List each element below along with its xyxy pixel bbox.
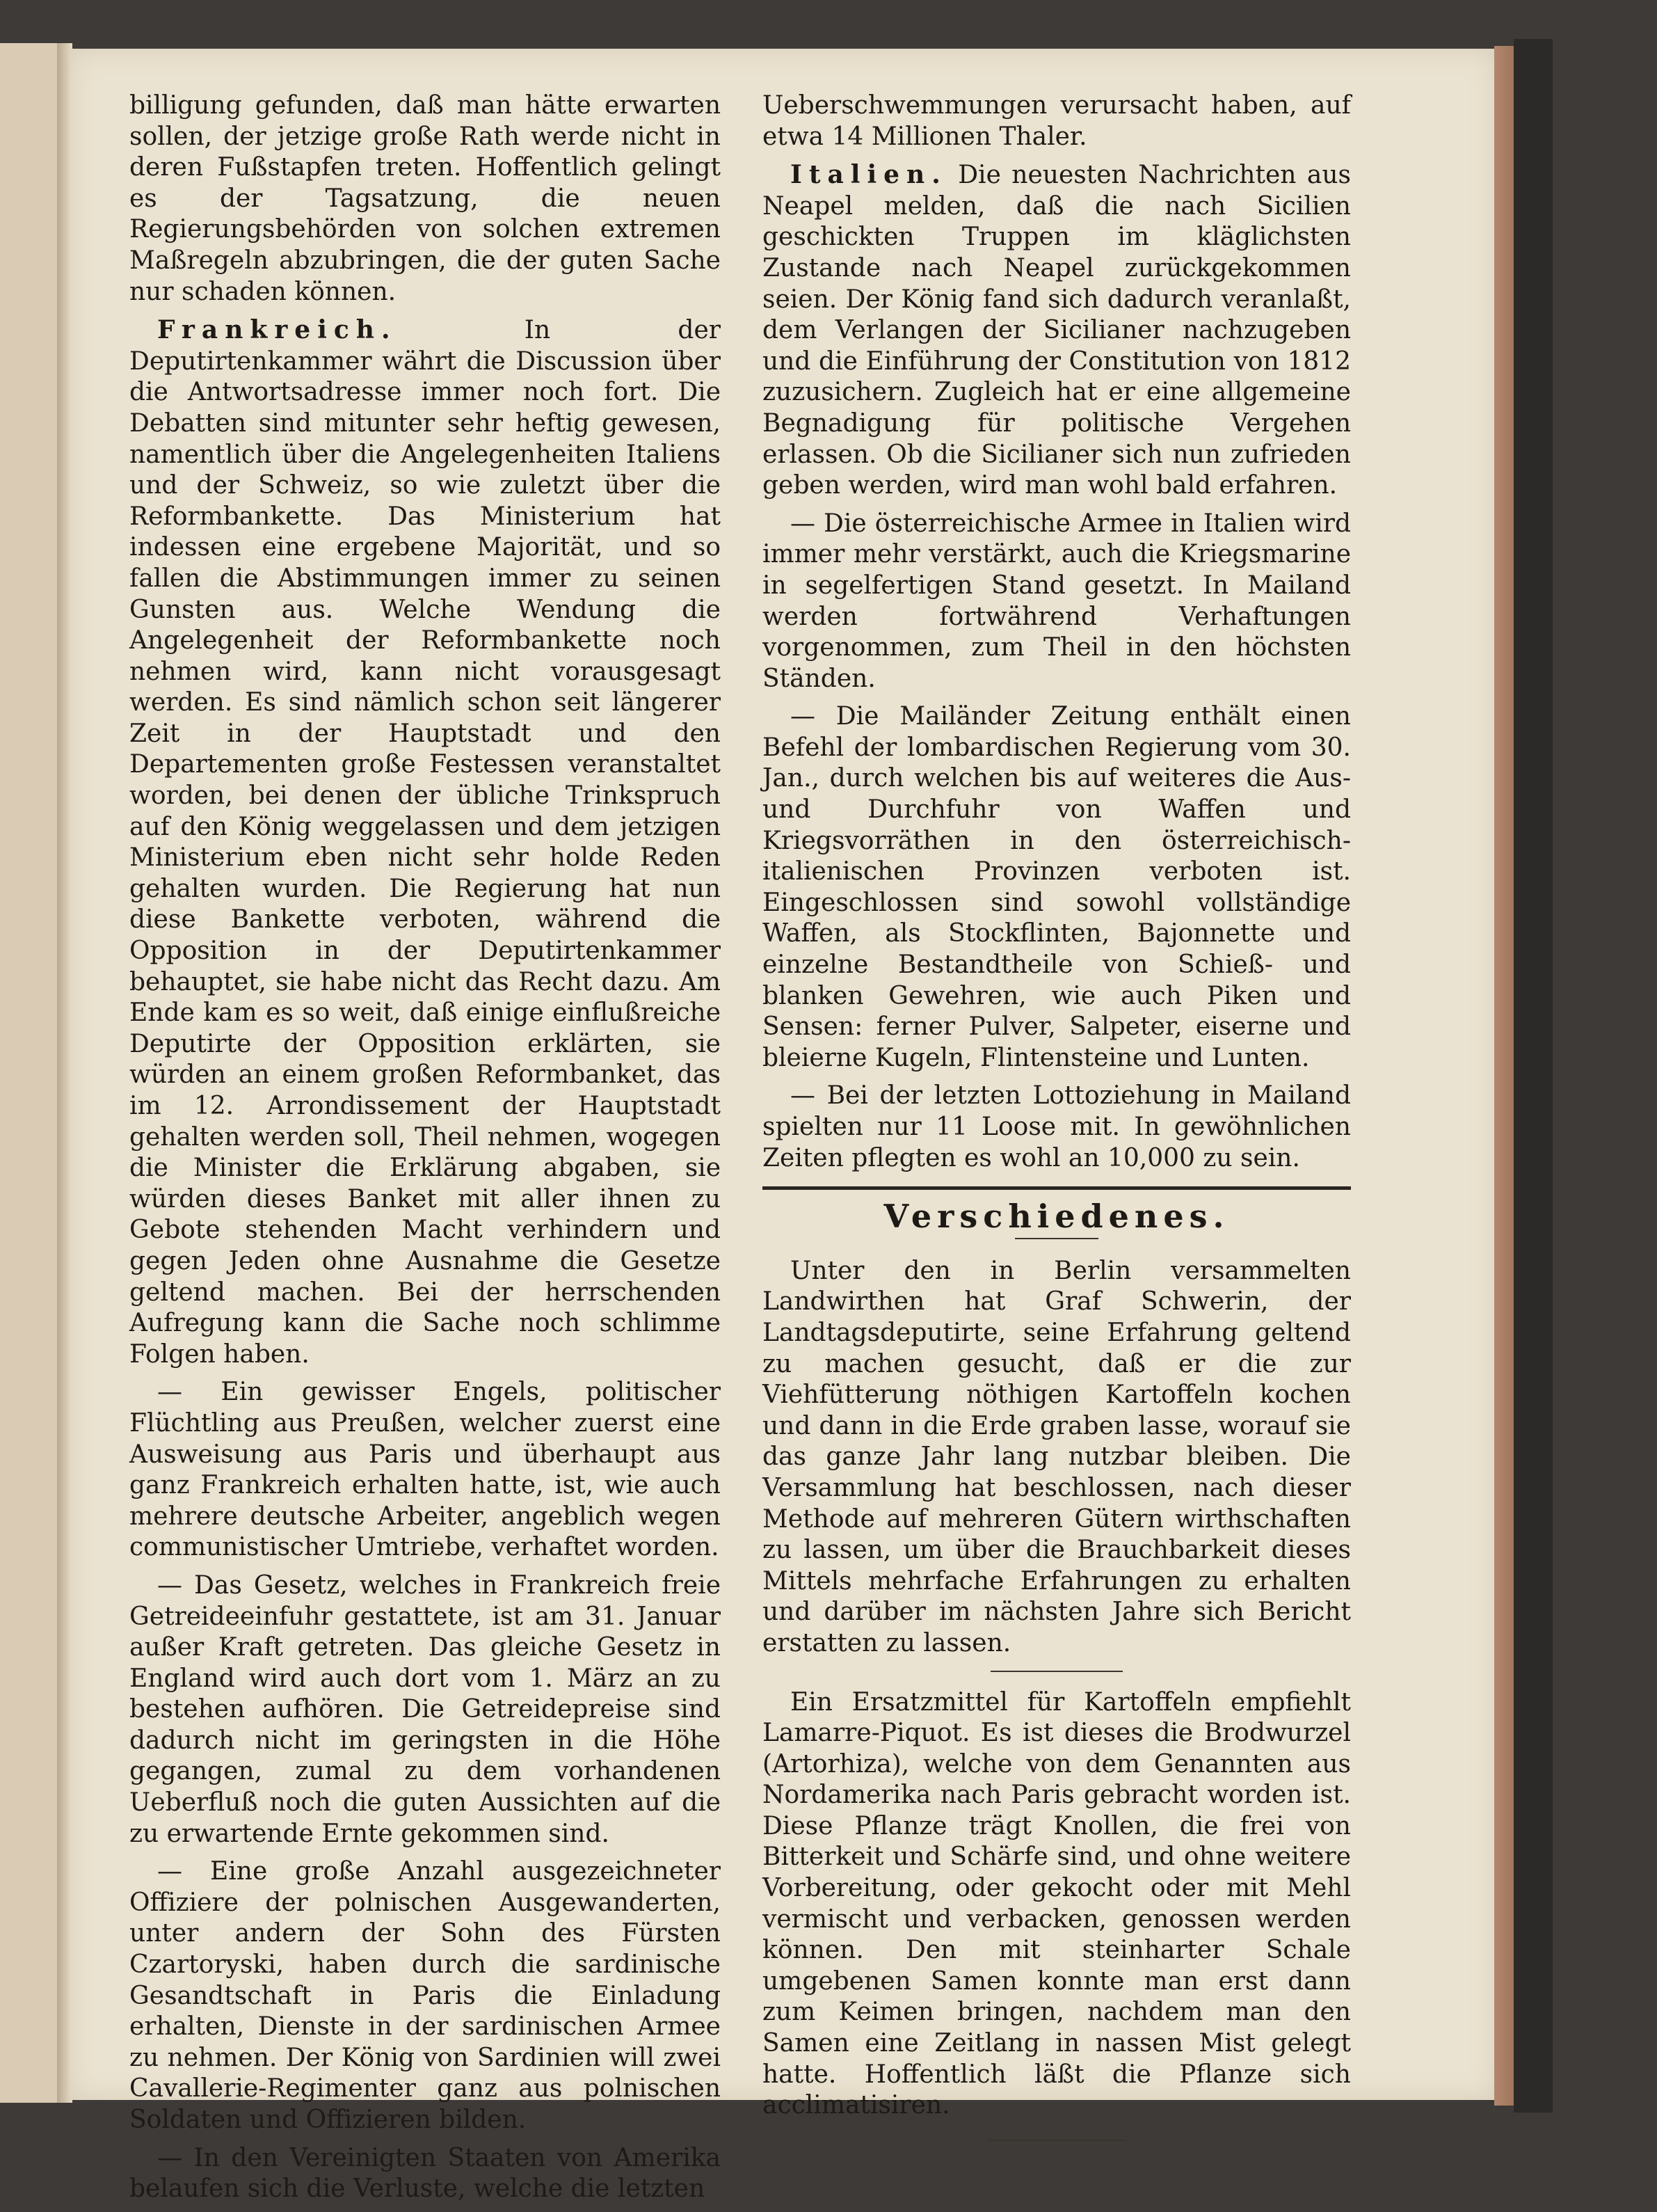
section-heading-verschiedenes: Verschiedenes. <box>883 1197 1230 1236</box>
book-cover-edge <box>1514 39 1553 2112</box>
paragraph-brodwurzel: Ein Ersatzmittel für Kartoffeln empfiehlt Lamarre-Piquot. Es ist dieses die Brodwurzel (Artorhiza), welche von dem Genannten aus Nordamerika nach Paris gebracht worden ist. Diese Pflanze trägt Knollen, die frei von Bitterkeit und Schärfe sind, und ohne weitere Vorbereitung, oder gekocht oder mit Mehl vermischt und verbacken, genossen werden können. Den mit steinharter Schale umgebenen Samen konnte man erst dann zum Keimen bringen, nachdem man den Samen eine Zeitlang in nassen Mist gelegt hatte. Hoffentlich läßt die Pflanze sich acclimatisiren. <box>762 1687 1351 2120</box>
section-label-frankreich: Frankreich. <box>157 315 397 345</box>
paragraph-mailaender-zeitung: — Die Mailänder Zeitung enthält einen Befehl der lombardischen Regierung vom 30. Jan., durch welchen bis auf weiteres die Aus- und Durchfuhr von Waffen und Kriegsvorräthen in den österreichisch-italienischen Provinzen verboten ist. Eingeschlossen sind sowohl vollständige Waffen, als Stockflinten, Bajonnette und einzelne Bestandtheile von Schieß- und blanken Gewehren, wie auch Piken und Sensen: ferner Pulver, Salpeter, eiserne und bleierne Kugeln, Flintensteine und Lunten. <box>762 702 1351 1072</box>
paragraph-armee: — Die österreichische Armee in Italien wird immer mehr verstärkt, auch die Kriegsmarine in segelfertigen Stand gesetzt. In Mailand werden fortwährend Verhaftungen vorgenommen, zum Theil in den höchsten Ständen. <box>762 509 1351 693</box>
paragraph-ueberschwemmungen: Ueberschwemmungen verursacht haben, auf etwa 14 Millionen Thaler. <box>762 91 1351 151</box>
paragraph-landwirthe: Unter den in Berlin versammelten Landwirthen hat Graf Schwerin, der Landtagsdeputirte, seine Erfahrung geltend zu machen gesucht, daß er die zur Viehfütterung nöthigen Kartoffeln kochen und dann in die Erde graben lasse, worauf sie das ganze Jahr lang nutzbar bleiben. Die Versammlung hat beschlossen, nach dieser Methode auf mehreren Gütern wirthschaften zu lassen, um über die Brauchbarkeit dieses Mittels mehrfache Erfahrungen zu erhalten und darüber im nächsten Jahre sich Bericht erstatten zu lassen. <box>762 1256 1351 1657</box>
paragraph-offiziere: — Eine große Anzahl ausgezeichneter Offiziere der polnischen Ausgewanderten, unter andern der Sohn des Fürsten Czartoryski, haben durch die sardinische Gesandtschaft in Paris die Einladung erhalten, Dienste in der sardinischen Armee zu nehmen. Der König von Sardinien will zwei Cavallerie-Regimenter ganz aus polnischen Soldaten und Offizieren bilden. <box>129 1857 721 2134</box>
heading-underline <box>1015 1238 1098 1239</box>
paragraph-amerika: — In den Vereinigten Staaten von Amerika belaufen sich die Verluste, welche die letzten <box>129 2143 721 2204</box>
section-label-italien: Italien. <box>790 160 947 190</box>
page-stack-edge <box>1494 46 1514 2106</box>
article-divider <box>991 1671 1123 1672</box>
paragraph-engels: — Ein gewisser Engels, politischer Flüchtling aus Preußen, welcher zuerst eine Ausweisung aus Paris und überhaupt aus ganz Frankreich erhalten hatte, ist, wie auch mehrere deutsche Arbeiter, angeblich wegen communistischer Umtriebe, verhaftet worden. <box>129 1378 721 1562</box>
paragraph-lotto: — Bei der letzten Lottoziehung in Mailand spielten nur 11 Loose mit. In gewöhnlichen Zeiten pflegten es wohl an 10,000 zu sein. <box>762 1081 1351 1172</box>
right-column <box>762 90 1351 2141</box>
paragraph-italien: Italien. Die neuesten Nachrichten aus Neapel melden, daß die nach Sicilien geschickten Truppen im kläglichsten Zustande nach Neapel zurückgekommen seien. Der König fand sich dadurch veranlaßt, dem Verlangen der Sicilianer nachzugeben und die Einführung der Constitution von 1812 zuzusichern. Zugleich hat er eine allgemeine Begnadigung für politische Vergehen erlassen. Ob die Sicilianer sich nun zufrieden geben werden, wird man wohl bald erfahren. <box>762 160 1351 500</box>
section-divider <box>762 1186 1351 1190</box>
end-divider <box>987 2140 1126 2141</box>
paragraph-frankreich: Frankreich. In der Deputirtenkammer währt die Discussion über die Antwortsadresse immer noch fort. Die Debatten sind mitunter sehr heftig gewesen, namentlich über die Angelegenheiten Italiens und der Schweiz, so wie zuletzt über die Reformbankette. Das Ministerium hat indessen eine ergebene Majorität, und so fallen die Abstimmungen immer zu seinen Gunsten aus. Welche Wendung die Angelegenheit der Reformbankette noch nehmen wird, kann nicht vorausgesagt werden. Es sind nämlich schon seit längerer Zeit in der Hauptstadt und den Departementen große Festessen veranstaltet worden, bei denen der übliche Trinkspruch auf den König weggelassen und dem jetzigen Ministerium eben nicht sehr holde Reden gehalten wurden. Die Regierung hat nun diese Bankette verboten, während die Opposition in der Deputirtenkammer behauptet, sie habe nicht das Recht dazu. Am Ende kam es so weit, daß einige einflußreiche Deputirte der Opposition erklärten, sie würden an einem großen Reformbanket, das im 12. Arrondissement der Hauptstadt gehalten werden soll, Theil nehmen, wogegen die Minister die Erklärung abgaben, sie würden dieses Banket mit aller ihnen zu Gebote stehenden Macht verhindern und gegen Jeden ohne Ausnahme die Gesetze geltend machen. Bei der herrschenden Aufregung kann die Sache noch schlimme Folgen haben. <box>129 315 721 1369</box>
left-column <box>129 90 721 2212</box>
paragraph-getreide: — Das Gesetz, welches in Frankreich freie Getreideeinfuhr gestattete, ist am 31. Januar außer Kraft getreten. Das gleiche Gesetz in England wird auch dort vom 1. März an zu bestehen aufhören. Die Getreidepreise sind dadurch nicht im geringsten in die Höhe gegangen, zumal zu dem vorhandenen Ueberfluß noch die guten Aussichten auf die zu erwartende Ernte gekommen sind. <box>129 1570 721 1848</box>
paragraph-tagsatzung: billigung gefunden, daß man hätte erwarten sollen, der jetzige große Rath werde nicht in deren Fußstapfen treten. Hoffentlich gelingt es der Tagsatzung, die neuen Regierungsbehörden von solchen extremen Maßregeln abzubringen, die der guten Sache nur schaden können. <box>129 91 721 306</box>
